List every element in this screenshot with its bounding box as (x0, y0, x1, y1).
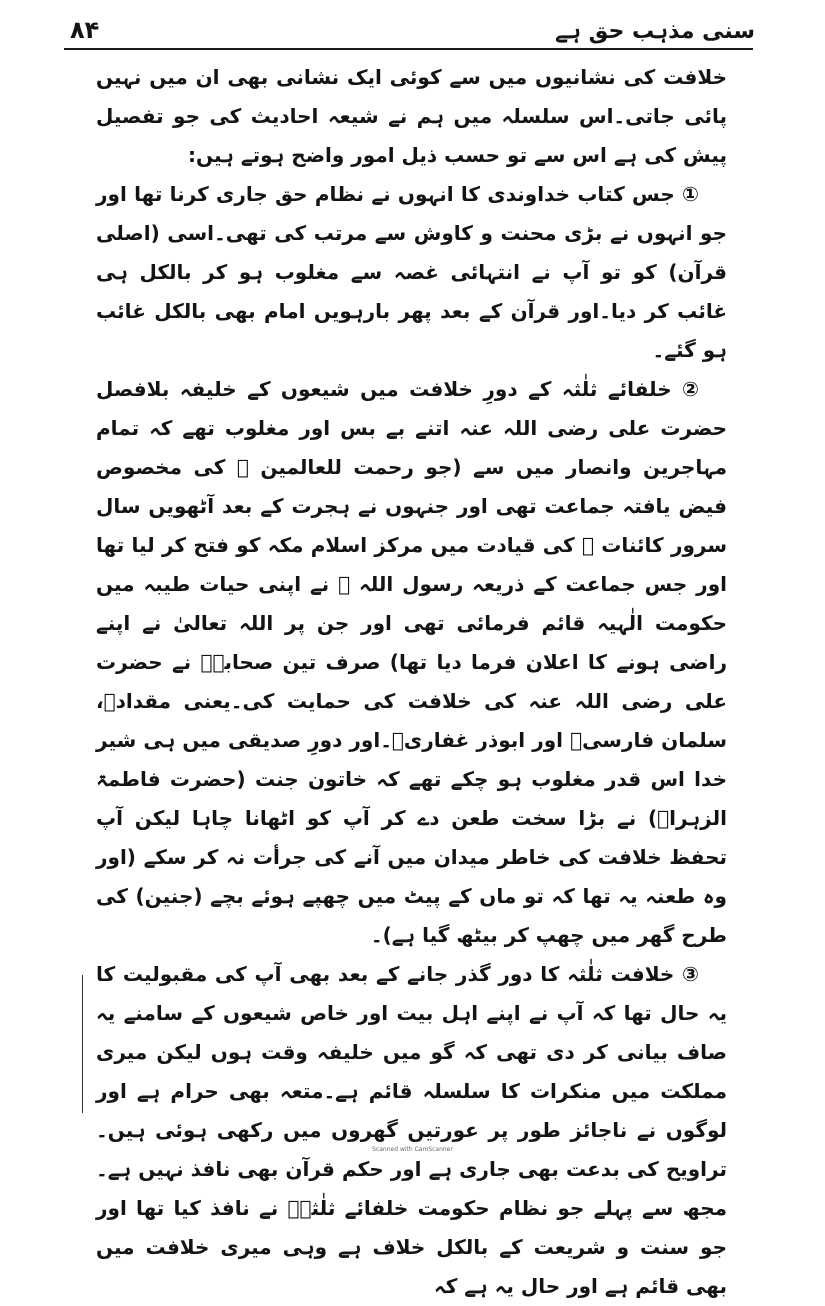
page-number: ۸۴ (70, 16, 100, 44)
page-header (70, 8, 755, 44)
running-title: سنی مذہب حق ہے (555, 19, 755, 44)
header-divider (64, 48, 753, 50)
margin-line (82, 975, 83, 1113)
point-1-paragraph: ① جس کتاب خداوندی کا انہوں نے نظام حق جاری کرنا تھا اور جو انہوں نے بڑی محنت و کاوش سے مرتب کی تھی۔اسی (اصلی قرآن) کو تو آپ نے انتہائی غصہ سے مغلوب ہو کر بالکل ہی غائب کر دیا۔اور قرآن کے بعد پھر بارہویں امام بھی بالکل غائب ہو گئے۔ (96, 182, 727, 362)
intro-paragraph: خلافت کی نشانیوں میں سے کوئی ایک نشانی بھی ان میں نہیں پائی جاتی۔اس سلسلہ میں ہم نے شیعہ احادیث کی جو تفصیل پیش کی ہے اس سے تو حسب ذیل امور واضح ہوتے ہیں: (96, 65, 727, 167)
scanner-watermark: Scanned with CamScanner (372, 1146, 453, 1153)
point-2-paragraph: ② خلفائے ثلٰثہ کے دورِ خلافت میں شیعوں کے خلیفہ بلافصل حضرت علی رضی اللہ عنہ اتنے بے بس اور مغلوب تھے کہ تمام مہاجرین وانصار میں سے (جو رحمت للعالمین ﷺ کی مخصوص فیض یافتہ جماعت تھی اور جنہوں نے ہجرت کے بعد آٹھویں سال سرور کائنات ﷺ کی قیادت میں مرکز اسلام مکہ کو فتح کر لیا تھا اور جس جماعت کے ذریعہ رسول اللہ ﷺ نے اپنی حیات طیبہ میں حکومت الٰہیہ قائم فرمائی تھی اور جن پر اللہ تعالیٰ نے اپنے راضی ہونے کا اعلان فرما دیا تھا) صرف تین صحابہؓ نے حضرت علی رضی اللہ عنہ کی خلافت کی حمایت کی۔یعنی مقدادؓ، سلمان فارسیؓ اور ابوذر غفاریؓ۔اور دورِ صدیقی میں ہی شیر خدا اس قدر مغلوب ہو چکے تھے کہ خاتون جنت (حضرت فاطمۃ الزہراؓ) نے بڑا سخت طعن دے کر آپ کو اٹھانا چاہا لیکن آپ تحفظ خلافت کی خاطر میدان میں آنے کی جرأت نہ کر سکے (اور وہ طعنہ یہ تھا کہ تو ماں کے پیٹ میں چھپے ہوئے بچے (جنین) کی طرح گھر میں چھپ کر بیٹھ گیا ہے)۔ (96, 377, 727, 947)
page-body (96, 58, 727, 1306)
point-3-paragraph: ③ خلافت ثلٰثہ کا دور گذر جانے کے بعد بھی آپ کی مقبولیت کا یہ حال تھا کہ آپ نے اپنے اہل بیت اور خاص شیعوں کے سامنے یہ صاف بیانی کر دی تھی کہ گو میں خلیفہ وقت ہوں لیکن میری مملکت میں منکرات کا سلسلہ قائم ہے۔متعہ بھی حرام ہے اور لوگوں نے ناجائز طور پر عورتیں گھروں میں رکھی ہوئی ہیں۔تراویح کی بدعت بھی جاری ہے اور حکم قرآن بھی نافذ نہیں ہے۔مجھ سے پہلے جو نظام حکومت خلفائے ثلٰثہؓ نے نافذ کیا تھا اور جو سنت و شریعت کے بالکل خلاف ہے وہی میری خلافت میں بھی قائم ہے اور حال یہ ہے کہ (96, 962, 727, 1298)
